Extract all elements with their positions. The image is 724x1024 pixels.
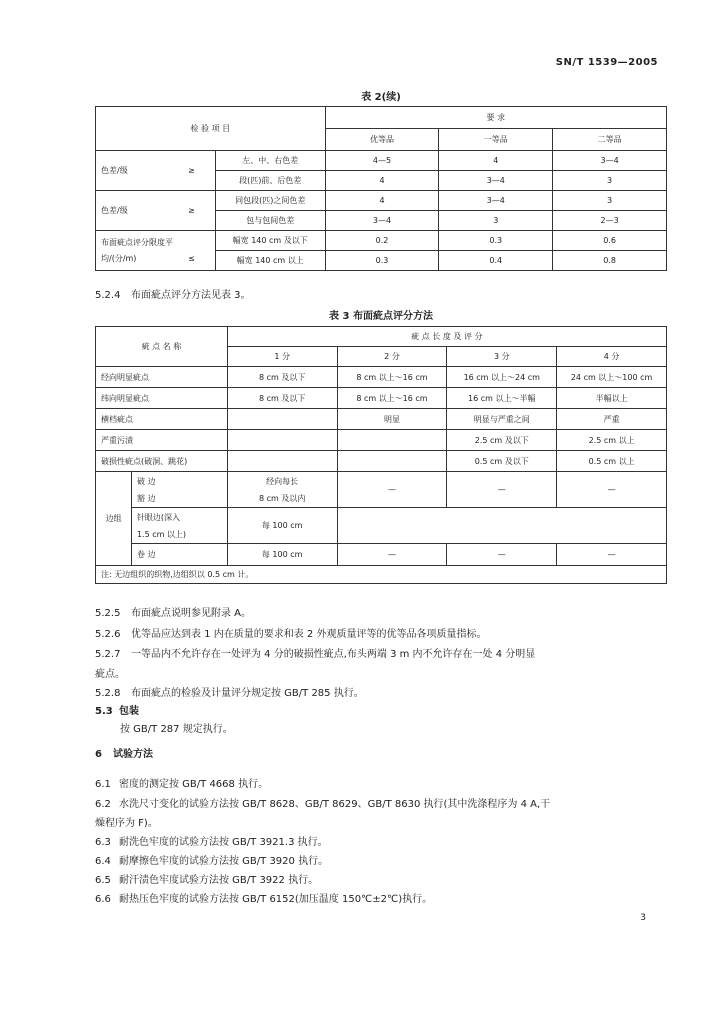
- dash-cell: —: [447, 544, 557, 566]
- cell: [227, 409, 337, 430]
- page-number: 3: [640, 913, 646, 923]
- clause-5-2-7: 5.2.7 一等品内不允许存在一处评为 4 分的破损性疵点,布头两端 3 m 内不允许存在一处 4 分明显: [95, 649, 536, 660]
- edge-name: 破 边 豁 边: [131, 472, 227, 508]
- cell: [337, 430, 447, 451]
- cell: [337, 508, 447, 544]
- clause-6-2-cont: 燥程序为 F)。: [95, 818, 158, 829]
- cell: 3—4: [553, 151, 667, 171]
- table2-head-item: 检 验 项 目: [96, 107, 326, 151]
- grade-second: 二等品: [553, 129, 667, 151]
- dash-cell: —: [557, 472, 667, 508]
- cell: 3: [553, 191, 667, 211]
- cell: 4: [439, 151, 553, 171]
- cell: 0.3: [325, 251, 439, 271]
- table3: [95, 326, 667, 584]
- group1-label: 色差/级 ≥: [96, 151, 216, 191]
- cell: 0.5 cm 及以下: [447, 451, 557, 472]
- dash-cell: —: [447, 472, 557, 508]
- cell: 3—4: [325, 211, 439, 231]
- standard-code-header: SN/T 1539—2005: [555, 57, 658, 68]
- defect-name: 严重污渍: [96, 430, 228, 451]
- group3-label: 布面疵点评分限度平 均/(分/m) ≤: [96, 231, 216, 271]
- cell: 经向每长 8 cm 及以内: [227, 472, 337, 508]
- clause-6-1: 6.1 密度的测定按 GB/T 4668 执行。: [95, 779, 269, 790]
- score-4: 4 分: [557, 347, 667, 367]
- cell: 半幅以上: [557, 388, 667, 409]
- table3-caption: 表 3 布面疵点评分方法: [329, 311, 433, 322]
- row-name: 幅宽 140 cm 及以下: [215, 231, 325, 251]
- cell: 0.3: [439, 231, 553, 251]
- cell: [337, 451, 447, 472]
- clause-6-5: 6.5 耐汗渍色牢度试验方法按 GB/T 3922 执行。: [95, 875, 319, 886]
- edge-group-label: 边组: [96, 472, 132, 566]
- row-name: 左、中、右色差: [215, 151, 325, 171]
- clause-5-2-7-cont: 疵点。: [95, 669, 125, 680]
- cell: 3: [439, 211, 553, 231]
- cell: 明显: [337, 409, 447, 430]
- cell: [227, 451, 337, 472]
- cell: 0.6: [553, 231, 667, 251]
- table2-caption: 表 2(续): [361, 92, 401, 103]
- clause-6-4: 6.4 耐摩擦色牢度的试验方法按 GB/T 3920 执行。: [95, 856, 329, 867]
- row-name: 同包段(匹)之间色差: [215, 191, 325, 211]
- defect-name: 纬向明显疵点: [96, 388, 228, 409]
- score-3: 3 分: [447, 347, 557, 367]
- cell: [557, 508, 667, 544]
- dash-cell: —: [337, 544, 447, 566]
- table2-head-requirement: 要 求: [325, 107, 666, 129]
- cell: 16 cm 以上～24 cm: [447, 367, 557, 388]
- clause-5-2-6: 5.2.6 优等品应达到表 1 内在质量的要求和表 2 外观质量评等的优等品各项质量指标。: [95, 629, 487, 640]
- cell: 0.8: [553, 251, 667, 271]
- table3-head-length: 疵 点 长 度 及 评 分: [227, 327, 666, 347]
- defect-name: 破损性疵点(破洞、跳花): [96, 451, 228, 472]
- cell: 每 100 cm: [227, 544, 337, 566]
- cell: 2—3: [553, 211, 667, 231]
- dash-cell: —: [337, 472, 447, 508]
- edge-name: 针眼边(深入 1.5 cm 以上): [131, 508, 227, 544]
- cell: 4—5: [325, 151, 439, 171]
- section-6-heading: 6 试验方法: [95, 749, 153, 760]
- cell: 16 cm 以上～半幅: [447, 388, 557, 409]
- clause-6-3: 6.3 耐洗色牢度的试验方法按 GB/T 3921.3 执行。: [95, 837, 328, 848]
- cell: 每 100 cm: [227, 508, 337, 544]
- score-2: 2 分: [337, 347, 447, 367]
- grade-first: 一等品: [439, 129, 553, 151]
- row-name: 幅宽 140 cm 以上: [215, 251, 325, 271]
- cell: 明显与严重之间: [447, 409, 557, 430]
- row-name: 段(匹)前、后色差: [215, 171, 325, 191]
- cell: 8 cm 及以下: [227, 367, 337, 388]
- defect-name: 经向明显疵点: [96, 367, 228, 388]
- cell: 2.5 cm 以上: [557, 430, 667, 451]
- score-1: 1 分: [227, 347, 337, 367]
- cell: 8 cm 及以下: [227, 388, 337, 409]
- grade-superior: 优等品: [325, 129, 439, 151]
- cell: [447, 508, 557, 544]
- table2: [95, 106, 667, 271]
- cell: 严重: [557, 409, 667, 430]
- cell: [227, 430, 337, 451]
- edge-name: 卷 边: [131, 544, 227, 566]
- section-5-3-heading: 5.3 包装: [95, 706, 139, 717]
- cell: 3: [553, 171, 667, 191]
- table3-note: 注: 无边组织的织物,边组织以 0.5 cm 计。: [96, 566, 667, 584]
- section-5-3-text: 按 GB/T 287 规定执行。: [120, 724, 233, 735]
- clause-5-2-8: 5.2.8 布面疵点的检验及计量评分规定按 GB/T 285 执行。: [95, 688, 364, 699]
- cell: 24 cm 以上～100 cm: [557, 367, 667, 388]
- clause-5-2-4: 5.2.4 布面疵点评分方法见表 3。: [95, 290, 251, 301]
- clause-6-6: 6.6 耐热压色牢度的试验方法按 GB/T 6152(加压温度 150℃±2℃)执行。: [95, 894, 433, 905]
- cell: 0.4: [439, 251, 553, 271]
- cell: 3—4: [439, 171, 553, 191]
- cell: 2.5 cm 及以下: [447, 430, 557, 451]
- clause-6-2: 6.2 水洗尺寸变化的试验方法按 GB/T 8628、GB/T 8629、GB/T 8630 执行(其中洗涤程序为 4 A,干: [95, 799, 551, 810]
- cell: 4: [325, 171, 439, 191]
- table3-head-name: 疵 点 名 称: [96, 327, 228, 367]
- cell: 0.2: [325, 231, 439, 251]
- group2-label: 色差/级 ≥: [96, 191, 216, 231]
- cell: 8 cm 以上～16 cm: [337, 388, 447, 409]
- clause-5-2-5: 5.2.5 布面疵点说明参见附录 A。: [95, 608, 252, 619]
- row-name: 包与包间色差: [215, 211, 325, 231]
- defect-name: 横档疵点: [96, 409, 228, 430]
- cell: 4: [325, 191, 439, 211]
- cell: 0.5 cm 以上: [557, 451, 667, 472]
- cell: 3—4: [439, 191, 553, 211]
- cell: 8 cm 以上～16 cm: [337, 367, 447, 388]
- dash-cell: —: [557, 544, 667, 566]
